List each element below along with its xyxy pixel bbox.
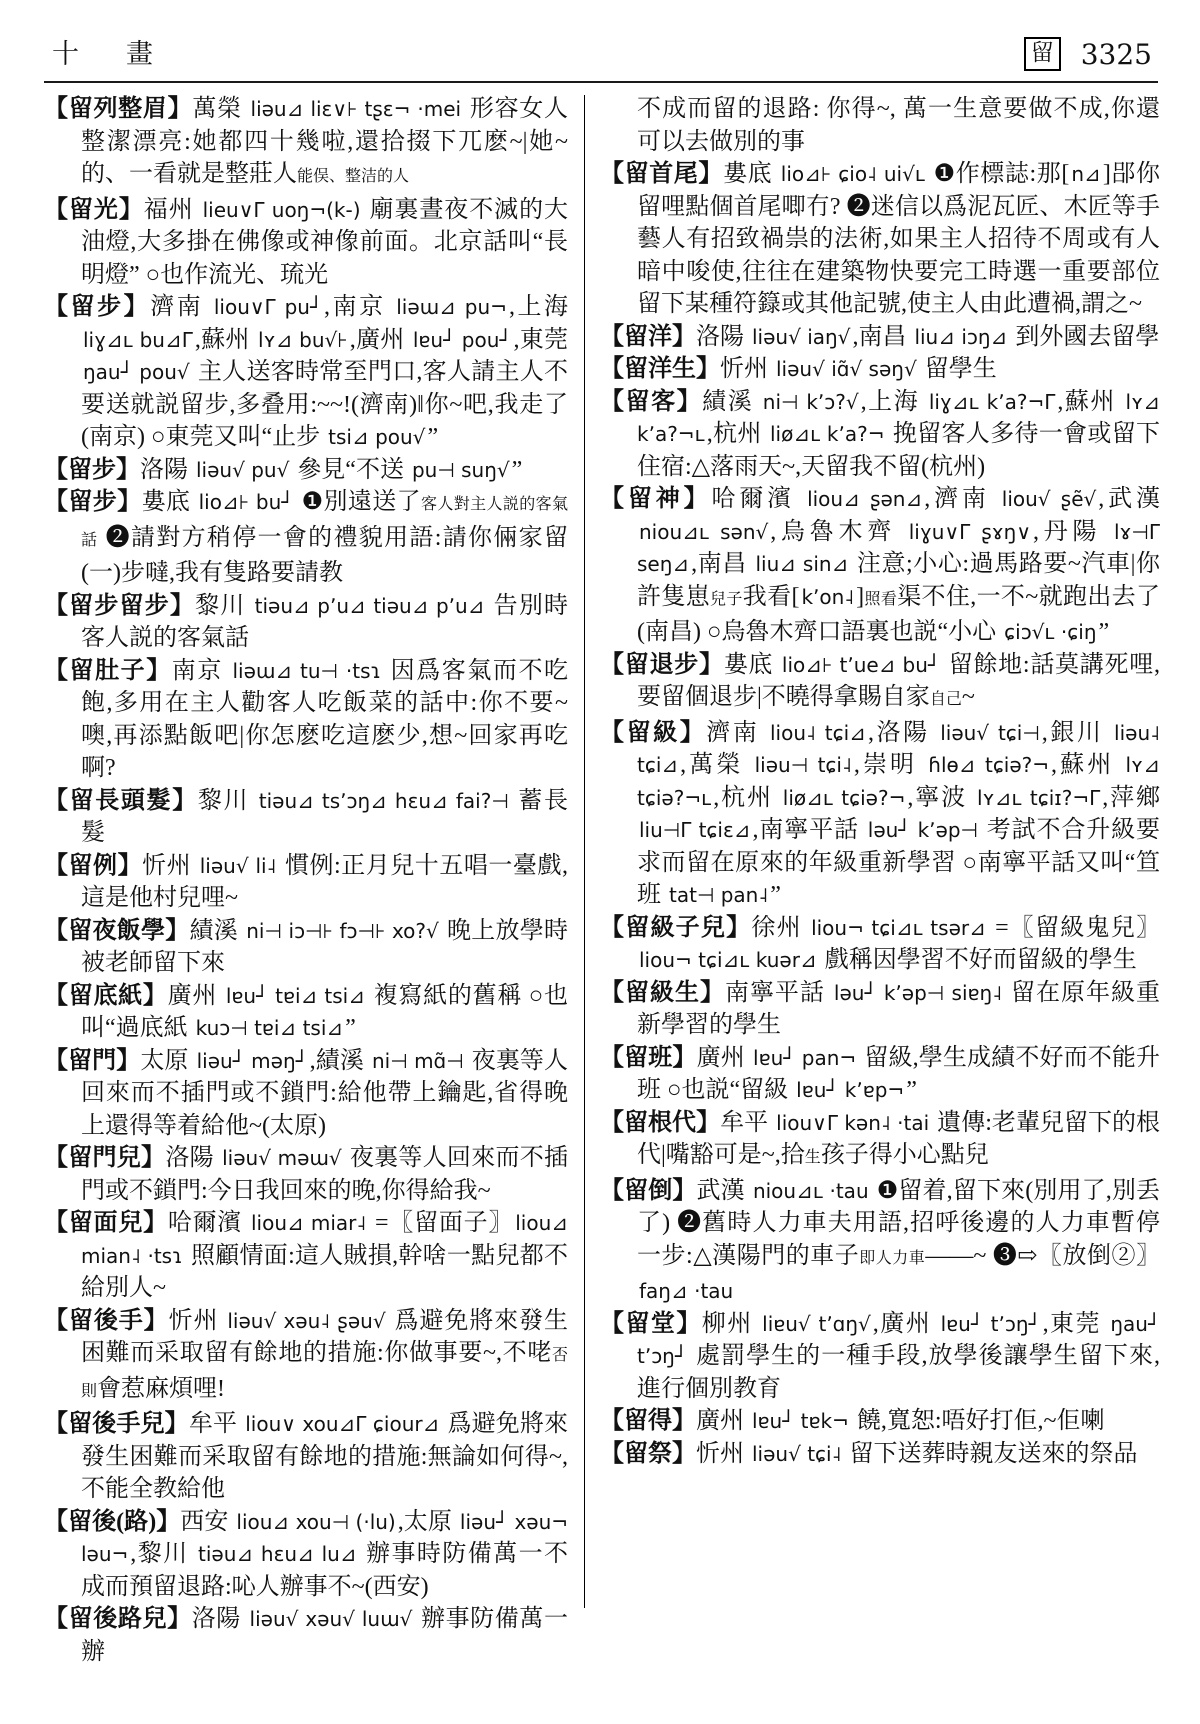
definition-text: 婁底 [141, 489, 197, 515]
definition-text: ,蘇州 [1057, 388, 1124, 415]
ipa-pronunciation: liəu⊣ tɕi˨ [754, 753, 852, 777]
ipa-pronunciation: pu⊣ suŋ√ [411, 457, 510, 482]
definition-text: 渠不住,一不~就跑出去了(南昌) ○烏魯木齊口語裏也説“小心 [637, 583, 1160, 645]
ipa-pronunciation: liəɯ⊿ tu⊣ ·tsɿ [232, 658, 382, 683]
definition-text: ,廣州 [872, 1310, 939, 1337]
ipa-pronunciation: lieu∨Γ uoŋ¬(k-) [202, 197, 361, 222]
annotation-small: 能俣、整洁的人 [297, 168, 410, 185]
definition-text: 慣例:正月兒十五唱一臺戲,這是他村兒哩~ [81, 852, 568, 911]
ipa-pronunciation: ni⊣ mɑ̃⊣ [371, 1048, 464, 1073]
definition-text: ,洛陽 [867, 719, 939, 746]
dict-entry [600, 158, 1160, 321]
ipa-pronunciation: ni⊣ iɔ⊣⊦ fɔ⊣⊦ xo?√ [246, 918, 439, 943]
dict-entry [44, 850, 568, 915]
ipa-pronunciation: liəu√ iaŋ√ [752, 324, 851, 349]
ipa-pronunciation: ləu┘ kʼəp⊣ [867, 818, 978, 842]
definition-text: 西安 [180, 1508, 235, 1535]
definition-text: 注意;小心:過馬路要~汽車|你許隻崽 [637, 551, 1160, 610]
ipa-pronunciation: lɐu┘ tʼɔŋ┘ [940, 1311, 1041, 1336]
dict-entry [44, 194, 568, 292]
definition-text: 忻州 [168, 1307, 226, 1334]
ipa-pronunciation: lʏ⊿ʟ tɕiɪ?¬Γ [976, 785, 1101, 810]
definition-text: 戲稱因學習不好而留級的學生 [818, 947, 1137, 973]
definition-text: ” [770, 882, 781, 908]
definition-text: ,蘇州 [1051, 752, 1124, 778]
definition-text: 爲避免將來發生困難而采取留有餘地的措施:無論如何得~,不能全教給他 [81, 1411, 569, 1502]
dict-entry [44, 1207, 568, 1305]
definition-text: 辦事防備萬一辦 [81, 1606, 569, 1665]
ipa-pronunciation: liu⊣Γ tɕiɛ⊿ [639, 818, 751, 842]
dict-entry [44, 655, 568, 785]
definition-text: ❶作標誌:那[ [927, 161, 1070, 187]
ipa-pronunciation: tat⊣ pan˨ [669, 883, 769, 907]
section-title: 十 畫 [52, 39, 163, 69]
headword: 【留夜飯學】 [44, 917, 190, 944]
definition-text: 到外國去留學 [1009, 323, 1160, 350]
definition-text: ,上海 [860, 388, 927, 415]
definition-text: =〖留面子〗 [368, 1210, 514, 1236]
definition-text: 南寧平話 [724, 979, 832, 1006]
annotation-small: 生 [804, 1149, 821, 1166]
headword: 【留班】 [600, 1044, 697, 1071]
definition-text: 參見“不送 [291, 456, 410, 483]
definition-text: 饒,寬恕:唔好打佢,~佢喇 [850, 1408, 1105, 1434]
page-header [44, 26, 1158, 75]
ipa-pronunciation: liəu┘ xəu¬ ləu¬ [81, 1509, 569, 1566]
headword: 【留級子兒】 [600, 914, 752, 941]
definition-text: 績溪 [189, 917, 245, 944]
definition-text: ,上海 [508, 294, 569, 320]
dict-entry [44, 590, 568, 655]
definition-text: 哈爾濱 [167, 1210, 249, 1236]
definition-text: ,東莞 [1042, 1310, 1109, 1337]
columns-container [44, 93, 1161, 1668]
definition-text: 廣州 [696, 1408, 750, 1434]
definition-text: ❶別遠送了 [295, 489, 422, 515]
definition-text: ,杭州 [713, 784, 781, 811]
ipa-pronunciation: liəu√ iɑ̃√ səŋ√ [776, 357, 917, 381]
definition-text: 複寫紙的舊稱 ○也叫“過底紙 [81, 982, 569, 1041]
headword: 【留面兒】 [44, 1210, 168, 1236]
definition-text: 留下送葬時親友送來的祭品 [843, 1440, 1138, 1467]
ipa-pronunciation: lʏ⊿ kʼa?¬ʟ [637, 389, 1161, 446]
ipa-pronunciation: kuɔ⊣ tɐi⊿ tsi⊿ [195, 1016, 344, 1040]
definition-text: 哈爾濱 [711, 486, 806, 512]
header-right [1024, 37, 1152, 71]
annotation-small: 客人對主人説的客氣話 [81, 496, 569, 549]
definition-text: ,蘇州 [194, 326, 256, 353]
definition-text: 黎川 [197, 787, 257, 814]
definition-text: 濟南 [706, 719, 768, 746]
definition-text: 辦事時防備萬一不成而預留退路:吣人辦事不~(西安) [81, 1541, 569, 1600]
ipa-pronunciation: lɐu┘ pou┘ [412, 327, 512, 352]
definition-text: 黎川 [195, 592, 253, 619]
definition-text: ,南寧平話 [752, 817, 866, 843]
definition-text: ,東莞 [513, 326, 569, 353]
definition-text: ] [856, 583, 865, 610]
ipa-pronunciation: liou∨Γ pu┘ [213, 295, 323, 319]
dict-entry [600, 649, 1160, 717]
definition-text: 會惹麻煩哩! [97, 1375, 226, 1402]
definition-text: ,南昌 [691, 551, 754, 577]
definition-text: ,績溪 [309, 1047, 370, 1074]
ipa-pronunciation: liəu┘ məŋ┘ [196, 1048, 308, 1073]
dict-entry [44, 980, 568, 1045]
definition-text: 形容女人整潔漂亮:她都四十幾啦,還拾掇下兀麽~|她~的、一看就是整莊人 [81, 96, 569, 187]
ipa-pronunciation: liəu√ tɕi˨ [752, 1441, 842, 1466]
definition-text: ” [511, 456, 523, 483]
dict-entry [44, 785, 568, 850]
ipa-pronunciation: liou⊿ miar˨ [250, 1211, 367, 1235]
header-rule [44, 81, 1158, 83]
dict-entry [600, 717, 1160, 912]
definition-text: ,杭州 [706, 421, 768, 447]
definition-text: ,烏魯木齊 [770, 518, 907, 545]
definition-text: 處罰學生的一種手段,放學後讓學生留下來,進行個別教育 [637, 1343, 1160, 1402]
headword: 【留得】 [600, 1408, 696, 1434]
ipa-pronunciation: liu⊿ iɔŋ⊿ [914, 324, 1008, 349]
definition-text: ,廣州 [349, 326, 411, 353]
headword: 【留門兒】 [44, 1145, 166, 1171]
ipa-pronunciation: liəu√ xəu˨ ʂəu√ [227, 1308, 386, 1333]
definition-text: 忻州 [720, 356, 774, 382]
definition-text: 太原 [140, 1047, 195, 1074]
definition-text: 我看[ [742, 583, 800, 610]
definition-text: 廣州 [696, 1044, 752, 1071]
definition-text: 徐州 [751, 914, 810, 941]
headword: 【留神】 [600, 486, 712, 512]
definition-text: ❷請對方稍停一會的禮貌用語:請你倆家留(一)步噠,我有隻路要請教 [81, 524, 568, 586]
definition-text: ” [906, 1077, 917, 1103]
definition-text: ,萬榮 [680, 752, 753, 778]
headword: 【留底紙】 [44, 982, 168, 1009]
definition-text: ” [1098, 619, 1110, 645]
annotation-small: 照看 [864, 590, 898, 608]
headword: 【留後手兒】 [44, 1411, 189, 1437]
definition-text: 孩子得小心點兒 [820, 1142, 989, 1168]
ipa-pronunciation: niou⊿ʟ ·tau [752, 1178, 869, 1203]
definition-text: 留餘地:話莫講死哩,要留個退步|不曉得拿賜自家 [637, 651, 1161, 710]
ipa-pronunciation: liou˨ tɕi⊿ [769, 720, 866, 745]
definition-text: 洛陽 [696, 323, 750, 350]
headword: 【留光】 [44, 196, 144, 223]
definition-text: 主人送客時常至門口,客人請主人不要送就説留步,多叠用:~~!(濟南)‖你~吧,我走了(南京) ○東莞又叫“止步 [81, 359, 569, 450]
headword: 【留級】 [600, 719, 707, 746]
definition-text: ,銀川 [1041, 719, 1113, 746]
ipa-pronunciation: ni⊣ kʼɔ?√ [762, 389, 859, 414]
ipa-pronunciation: lʏ⊿ tɕiə?¬ʟ [637, 753, 1161, 810]
ipa-pronunciation: lɤ⊣Γ seŋ⊿ [637, 519, 1160, 576]
headword: 【留後路兒】 [44, 1606, 192, 1632]
headword: 【留首尾】 [600, 161, 723, 187]
definition-text: ,丹陽 [1032, 518, 1112, 545]
definition-text: 夜裏等人回來而不插門或不鎖門:今日我回來的晚,你得給我~ [81, 1145, 568, 1204]
definition-text: 遺傳:老輩兒留下的根代|嘴豁可是~,拾 [637, 1109, 1161, 1168]
headword: 【留級生】 [600, 979, 725, 1006]
definition-text: 洛陽 [165, 1145, 221, 1171]
definition-text: ,南昌 [852, 323, 913, 350]
ipa-pronunciation: liɣ⊿ʟ bu⊿Γ [83, 327, 193, 352]
definition-text: ,萍鄉 [1102, 784, 1161, 811]
dict-entry [44, 486, 568, 590]
headword: 【留列整眉】 [44, 96, 193, 122]
dict-entry [44, 454, 568, 487]
headword: 【留後手】 [44, 1307, 169, 1334]
definition-text: ,寧波 [907, 784, 975, 811]
dict-entry [44, 291, 568, 454]
dict-entry [44, 1305, 568, 1409]
dict-entry [600, 1107, 1160, 1175]
dict-entry [44, 1045, 568, 1143]
definition-text: ,南京 [324, 294, 395, 320]
definition-text: 因爲客氣而不吃飽,多用在主人勸客人吃飯菜的話中:你不要~噢,再添點飯吧|你怎麽吃這麽少,想~回家再吃啊? [81, 657, 569, 781]
ipa-pronunciation: lɐu┘ tɐi⊿ tsi⊿ [225, 983, 365, 1008]
ipa-pronunciation: liəu˨ tɕi⊿ [637, 720, 1161, 777]
ipa-pronunciation: liəu√ məɯ√ [222, 1146, 342, 1170]
definition-text: 晚上放學時被老師留下來 [81, 917, 569, 976]
headword: 【留根代】 [600, 1109, 721, 1136]
ipa-pronunciation: liø⊿ʟ tɕiə?¬ [782, 785, 906, 810]
definition-text: ❶留着,留下來(別用了,別丢了) ❷舊時人力車夫用語,招呼後邊的人力車暫停一步:△漢陽門的車子 [637, 1177, 1161, 1269]
guide-character-box: 留 [1024, 37, 1061, 71]
definition-text: ” [345, 1015, 356, 1041]
definition-text: ,黎川 [130, 1541, 196, 1567]
ipa-pronunciation: lɐu┘ kʼɐp¬ [796, 1078, 905, 1102]
definition-text: 蓄長髮 [81, 787, 569, 846]
headword: 【留後(路)】 [44, 1508, 181, 1535]
dict-entry [44, 1506, 568, 1604]
definition-text: ~ [961, 684, 975, 710]
definition-text: 爲避免將來發生困難而采取留有餘地的措施:你做事要~,不咾 [81, 1307, 569, 1366]
ipa-pronunciation: tiəu⊿ pʼu⊿ tiəu⊿ pʼu⊿ [254, 593, 485, 618]
dict-entry-continuation [600, 93, 1160, 158]
ipa-pronunciation: ŋau┘ tʼɔŋ┘ [637, 1311, 1161, 1368]
dict-entry [600, 321, 1160, 354]
dict-entry [44, 1408, 568, 1506]
headword: 【留客】 [600, 388, 703, 415]
definition-text: 婁底 [723, 651, 780, 678]
annotation-small: 即人力車 [859, 1249, 926, 1267]
dict-entry [44, 915, 568, 980]
ipa-pronunciation: liəu√ xəu√ luɯ√ [249, 1607, 413, 1631]
definition-text: 不成而留的退路: 你得~, 萬一生意要做不成,你還可以去做別的事 [637, 96, 1160, 155]
ipa-pronunciation: liou⊿ mian˨ ·tsɿ [81, 1211, 569, 1268]
dict-entry [44, 93, 568, 194]
ipa-pronunciation: lio⊿⊦ tʼue⊿ bu┘ [781, 652, 940, 677]
ipa-pronunciation: lʏ⊿ bu√⊦ [258, 327, 348, 352]
ipa-pronunciation: kʼon˨ [801, 584, 855, 609]
ipa-pronunciation: ŋau┘ pou√ [83, 360, 190, 384]
ipa-pronunciation: liəu√ li˨ [199, 853, 277, 878]
definition-text: ,太原 [397, 1508, 458, 1535]
ipa-pronunciation: n⊿ [1071, 162, 1101, 186]
headword: 【留洋】 [600, 323, 696, 350]
ipa-pronunciation: liou√ ʂẽ√ [1001, 487, 1097, 511]
definition-text: 績溪 [702, 388, 761, 415]
dict-entry [600, 483, 1160, 649]
dict-entry [44, 1142, 568, 1207]
ipa-pronunciation: lɐu┘ pan¬ [753, 1045, 857, 1070]
dict-entry [600, 1175, 1160, 1308]
ipa-pronunciation: liɣu∨Γ ʂɤŋ∨ [908, 519, 1031, 544]
definition-text: 濟南 [150, 294, 212, 320]
ipa-pronunciation: ɦlɵ⊿ tɕiə?¬ [928, 753, 1050, 777]
dict-entry [600, 1438, 1160, 1471]
definition-text: 洛陽 [140, 456, 194, 483]
headword: 【留例】 [44, 852, 143, 879]
definition-text: 廟裏晝夜不滅的大油燈,大多掛在佛像或神像前面。北京話叫“長明燈” ○也作流光、琉光 [81, 196, 569, 288]
annotation-small: 否則 [81, 1347, 568, 1400]
definition-text: 洛陽 [191, 1606, 248, 1632]
definition-text: 考試不合升級要求而留在原來的年級重新學習 ○南寧平話又叫“笪班 [637, 817, 1161, 908]
ipa-pronunciation: liəu⊿ liɛ∨⊦ tʂɛ¬ ·mei [250, 97, 462, 121]
ipa-pronunciation: lɐu┘ tɐk¬ [752, 1409, 849, 1433]
ipa-pronunciation: liou¬ tɕi⊿ʟ tsər⊿ [811, 915, 986, 940]
dict-entry [600, 1308, 1160, 1406]
ipa-pronunciation: liu⊿ sin⊿ [755, 552, 849, 576]
dict-entry [600, 977, 1160, 1042]
ipa-pronunciation: liou∨Γ kən˨ ·tai [776, 1110, 930, 1135]
headword: 【留步留步】 [44, 592, 196, 619]
dict-entry [600, 386, 1160, 484]
definition-text: =〖留級鬼兒〗 [987, 914, 1160, 941]
ipa-pronunciation: ɕiɔ√ʟ ·ɕiŋ [1004, 620, 1097, 644]
headword: 【留步】 [44, 489, 142, 515]
headword: 【留祭】 [600, 1440, 696, 1467]
headword: 【留洋生】 [600, 356, 720, 382]
headword: 【留肚子】 [44, 657, 172, 684]
ipa-pronunciation: liəu√ tɕi⊣ [940, 720, 1040, 745]
definition-text: ,濟南 [924, 486, 1000, 512]
headword: 【留堂】 [600, 1310, 702, 1337]
definition-text: 留在原年級重新學習的學生 [637, 979, 1161, 1038]
definition-text: 忻州 [696, 1440, 750, 1467]
ipa-pronunciation: liou⊿ ʂən⊿ [807, 487, 923, 511]
ipa-pronunciation: tsi⊿ pou√ [328, 425, 426, 449]
ipa-pronunciation: faŋ⊿ ·tau [639, 1279, 734, 1303]
definition-text: 牟平 [720, 1109, 775, 1136]
ipa-pronunciation: liəu√ pu√ [196, 457, 290, 482]
ipa-pronunciation: ləu┘ kʼəp⊣ siɐŋ˨ [833, 980, 1003, 1005]
dict-entry [600, 1042, 1160, 1107]
ipa-pronunciation: niou⊿ʟ sən√ [639, 519, 769, 544]
headword: 【留步】 [44, 456, 140, 483]
definition-text: 婁底 [723, 161, 779, 187]
definition-text: 忻州 [142, 852, 198, 879]
ipa-pronunciation: liou¬ tɕi⊿ʟ kuər⊿ [639, 948, 817, 972]
definition-text: 福州 [143, 196, 201, 223]
definition-text: ,崇明 [853, 752, 927, 778]
definition-text: 留學生 [918, 356, 997, 382]
annotation-small: 兒子 [710, 590, 743, 608]
dict-entry [600, 353, 1160, 386]
column-right [600, 93, 1160, 1668]
ipa-pronunciation: liou⊿ xou⊣ (·lu) [236, 1509, 396, 1534]
definition-text: 武漢 [696, 1177, 751, 1204]
headword: 【留門】 [44, 1047, 141, 1074]
dict-entry [44, 1603, 568, 1668]
definition-text: 牟平 [188, 1411, 244, 1437]
dict-entry [600, 912, 1160, 977]
ipa-pronunciation: lio⊿⊦ bu┘ [198, 490, 294, 514]
ipa-pronunciation: liø⊿ʟ kʼa?¬ [770, 422, 885, 446]
ipa-pronunciation: tiəu⊿ tsʼɔŋ⊿ hɛu⊿ fai?⊣ [258, 788, 509, 813]
definition-text: 挽留客人多待一會或留下住宿:△落雨天~,天留我不留(杭州) [637, 421, 1161, 480]
ipa-pronunciation: tiəu⊿ hɛu⊿ lu⊿ [198, 1542, 357, 1566]
definition-text: 柳州 [701, 1310, 761, 1337]
headword: 【留長頭髮】 [44, 787, 198, 814]
ipa-pronunciation: liou∨ xou⊿Γ ɕiour⊿ [245, 1412, 440, 1436]
definition-text: 萬榮 [192, 96, 249, 122]
ipa-pronunciation: liɐu√ tʼɑŋ√ [762, 1311, 871, 1336]
definition-text: 留級,學生成績不好而不能升班 ○也説“留級 [637, 1044, 1161, 1103]
ipa-pronunciation: liɣ⊿ʟ kʼa?¬Γ [928, 389, 1056, 414]
definition-text: ” [427, 424, 439, 450]
definition-text: ]郘你留哩點個首尾唧冇? ❷迷信以爲泥瓦匠、木匠等手藝人有招致禍祟的法術,如果主人招待不周或有人暗中唆使,往往在建築物快要完工時選一重要部位留下某種符籙或其他記號,使主人由此遭禍,謂之~ [637, 161, 1161, 317]
definition-text: ——~ ❸⇨〖放倒②〗 [925, 1242, 1161, 1269]
ipa-pronunciation: liəɯ⊿ pu¬ [396, 295, 507, 319]
definition-text: 南京 [171, 657, 231, 684]
page-number: 3325 [1080, 37, 1152, 71]
definition-text: 照顧情面:這人賊損,幹啥一點兒都不給別人~ [81, 1242, 569, 1301]
headword: 【留步】 [44, 294, 151, 320]
column-left [44, 93, 568, 1668]
column-divider [584, 95, 585, 1608]
dict-entry [600, 1405, 1160, 1438]
definition-text: 夜裏等人回來而不插門或不鎖門:給他帶上鑰匙,省得晚上還得等着給他~(太原) [81, 1047, 569, 1139]
definition-text: ,武漢 [1098, 486, 1161, 512]
annotation-small: 自己 [929, 691, 962, 708]
headword: 【留倒】 [600, 1177, 697, 1204]
definition-text: 廣州 [167, 982, 224, 1009]
ipa-pronunciation: lio⊿⊦ ɕio˨ ui√ʟ [780, 162, 925, 186]
headword: 【留退步】 [600, 651, 724, 678]
definition-text: 告別時客人説的客氣話 [81, 592, 569, 651]
